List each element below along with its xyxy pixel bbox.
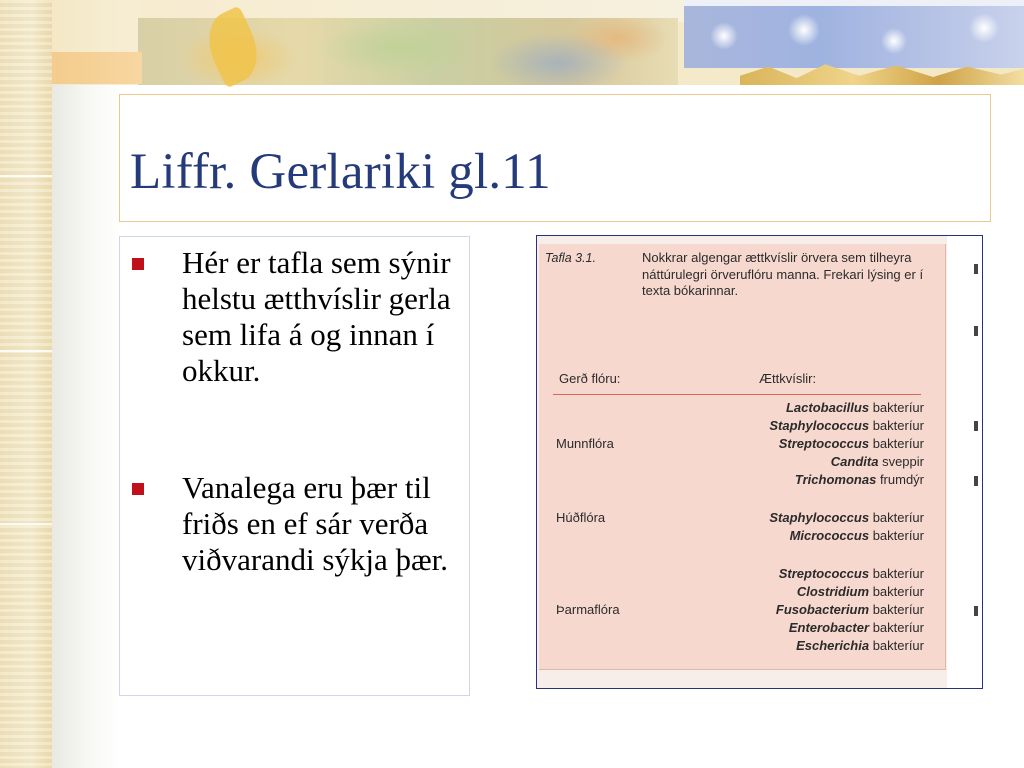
genus-cell: [795, 472, 924, 487]
organism-type: sveppir: [882, 454, 924, 469]
table-row: [539, 400, 924, 418]
genus-name: Enterobacter: [788, 620, 870, 635]
bullet-text: Hér er tafla sem sýnir helstu ætthvíslir gerla sem lifa á og innan í okkur.: [182, 245, 451, 388]
scan-mark: [974, 264, 978, 274]
genus-name: Escherichia: [796, 638, 870, 653]
genus-cell: [776, 602, 924, 617]
flora-cell: Munnflóra: [556, 436, 614, 451]
organism-type: frumdýr: [879, 472, 924, 487]
table-row: [539, 510, 924, 528]
genus-name: Candita: [830, 454, 879, 469]
table-caption-label: Tafla 3.1.: [545, 251, 596, 265]
scan-mark: [974, 476, 978, 486]
genus-cell: [779, 566, 924, 581]
left-parchment-strip: [0, 0, 52, 768]
scan-paper: [539, 244, 946, 670]
strip-seam: [0, 350, 52, 352]
title-placeholder[interactable]: [119, 94, 991, 222]
square-bullet-icon: [132, 483, 144, 495]
organism-type: bakteríur: [872, 436, 924, 451]
genus-cell: [769, 418, 924, 433]
genus-cell: [786, 400, 924, 415]
table-row: [539, 454, 924, 472]
body-text-placeholder[interactable]: [119, 236, 470, 696]
genus-name: Fusobacterium: [775, 602, 870, 617]
genus-name: Streptococcus: [778, 566, 870, 581]
genus-name: Staphylococcus: [769, 418, 870, 433]
table-row: [539, 436, 924, 454]
flora-cell: Húðflóra: [556, 510, 606, 525]
bullet-item: [130, 245, 460, 389]
table-row: [539, 602, 924, 620]
organism-type: bakteríur: [872, 584, 924, 599]
organism-type: bakteríur: [872, 528, 924, 543]
genus-cell: [831, 454, 924, 469]
scan-right-margin: [947, 236, 982, 688]
genus-cell: [779, 436, 924, 451]
organism-type: bakteríur: [872, 602, 924, 617]
genus-cell: [797, 584, 924, 599]
table-row: [539, 620, 924, 638]
genus-cell: [796, 638, 924, 653]
organism-type: bakteríur: [872, 400, 924, 415]
bullet-text: Vanalega eru þær til friðs en ef sár verða viðvarandi sýkja þær.: [182, 470, 449, 577]
scan-mark: [974, 421, 978, 431]
genus-name: Trichomonas: [794, 472, 877, 487]
flora-cell: Þarmaflóra: [556, 602, 620, 617]
table-scan-image[interactable]: [536, 235, 983, 689]
left-shadow-gradient: [52, 85, 122, 768]
strip-seam: [0, 175, 52, 177]
table-row: [539, 584, 924, 602]
bullet-item: [130, 470, 460, 578]
genus-name: Micrococcus: [789, 528, 870, 543]
organism-type: bakteríur: [872, 566, 924, 581]
genus-name: Lactobacillus: [785, 400, 870, 415]
genus-name: Staphylococcus: [769, 510, 870, 525]
genus-name: Streptococcus: [778, 436, 870, 451]
organism-type: bakteríur: [872, 418, 924, 433]
table-row: [539, 472, 924, 490]
square-bullet-icon: [132, 258, 144, 270]
strip-seam: [0, 523, 52, 525]
table-row: [539, 638, 924, 656]
genus-cell: [769, 510, 924, 525]
organism-type: bakteríur: [872, 620, 924, 635]
scan-content: [539, 240, 966, 768]
scan-mark: [974, 606, 978, 616]
genus-cell: [789, 620, 924, 635]
header-rule: [553, 394, 921, 395]
genus-name: Clostridium: [796, 584, 870, 599]
table-row: [539, 418, 924, 436]
table-row: [539, 528, 924, 546]
header-genus: Ættkvíslir:: [759, 371, 817, 386]
header-flora: Gerð flóru:: [559, 371, 621, 386]
organism-type: bakteríur: [872, 638, 924, 653]
blue-flowers-image: [684, 6, 1024, 68]
slide-title: Liffr. Gerlariki gl.11: [130, 144, 551, 200]
top-decorative-banner: [0, 0, 1024, 85]
table-caption-text: Nokkrar algengar ættkvíslir örvera sem tilheyra náttúrulegri örveruflóru manna. Frekari lýsing er í texta bókarinnar.: [642, 250, 924, 298]
scan-mark: [974, 326, 978, 336]
organism-type: bakteríur: [872, 510, 924, 525]
genus-cell: [790, 528, 924, 543]
table-row: [539, 566, 924, 584]
